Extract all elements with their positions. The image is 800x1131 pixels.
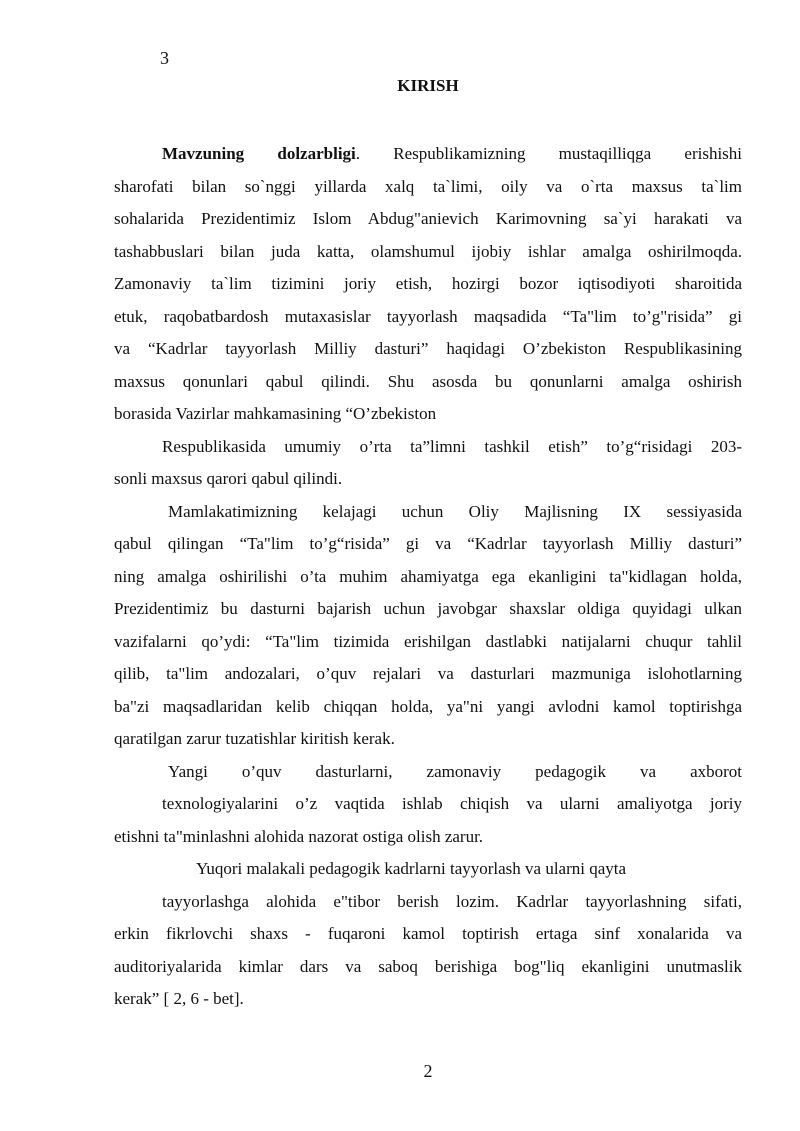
paragraph-line: erkin fikrlovchi shaxs - fuqaroni kamol toptirish ertaga sinf xonalarida va xyxy=(114,924,742,943)
paragraph-line: texnologiyalarini o’z vaqtida ishlab chiqish va ularni amaliyotga joriy xyxy=(162,794,742,813)
paragraph-line: Yangi o’quv dasturlarni, zamonaviy pedagogik va axborot xyxy=(168,761,742,781)
paragraph-line: qaratilgan zarur tuzatishlar kiritish kerak. xyxy=(114,729,395,748)
paragraph-line: qilib, ta"lim andozalari, o’quv rejalari va dasturlari mazmuniga islohotlarning xyxy=(114,664,742,683)
paragraph-line: sohalarida Prezidentimiz Islom Abdug"anievich Karimovning sa`yi harakati va xyxy=(114,209,742,228)
paragraph-line: Prezidentimiz bu dasturni bajarish uchun javobgar shaxslar oldiga quyidagi ulkan xyxy=(114,599,742,618)
paragraph-line: borasida Vazirlar mahkamasining “O’zbekiston xyxy=(114,404,437,423)
paragraph-line: Respublikasida umumiy o’rta ta”limni tashkil etish” to’g“risidagi 203- xyxy=(162,436,742,456)
paragraph-line: ning amalga oshirilishi o’ta muhim ahamiyatga ega ekanligini ta"kidlagan holda, xyxy=(114,566,742,586)
paragraph-line: Zamonaviy ta`lim tizimini joriy etish, hozirgi bozor iqtisodiyoti sharoitida xyxy=(114,274,742,293)
paragraph-line: Mamlakatimizning kelajagi uchun Oliy Majlisning IX sessiyasida xyxy=(168,501,742,521)
bottom-page-number: 2 xyxy=(423,1061,433,1081)
paragraph-line: ba"zi maqsadlaridan kelib chiqqan holda, ya"ni yangi avlodni kamol toptirishga xyxy=(114,696,742,716)
document-body xyxy=(114,138,742,1016)
paragraph-line: etuk, raqobatbardosh mutaxasislar tayyorlash maqsadida “Ta"lim to’g"risida” gi xyxy=(114,306,742,326)
section-heading: Mavzuning dolzarbligi xyxy=(162,144,356,163)
paragraph-line: kerak” [ 2, 6 - bet]. xyxy=(114,989,244,1008)
page-title: KIRISH xyxy=(397,76,459,95)
paragraph-line: Yuqori malakali pedagogik kadrlarni tayyorlash va ularni qayta xyxy=(196,859,627,878)
paragraph-line xyxy=(114,138,742,171)
paragraph-line: va “Kadrlar tayyorlash Milliy dasturi” haqidagi O’zbekiston Respublikasining xyxy=(114,339,742,358)
paragraph-text: . Respublikamizning mustaqilliqga erishishi xyxy=(355,144,742,163)
paragraph-line: sharofati bilan so`nggi yillarda xalq ta`limi, oily va o`rta maxsus ta`lim xyxy=(114,176,742,196)
paragraph-line: maxsus qonunlari qabul qilindi. Shu asosda bu qonunlarni amalga oshirish xyxy=(114,371,742,391)
paragraph-line: etishni ta"minlashni alohida nazorat ostiga olish zarur. xyxy=(114,826,484,846)
paragraph-line: tashabbuslari bilan juda katta, olamshumul ijobiy ishlar amalga oshirilmoqda. xyxy=(114,241,742,261)
paragraph-line: auditoriyalarida kimlar dars va saboq berishiga bog"liq ekanligini unutmaslik xyxy=(114,956,742,976)
top-page-number: 3 xyxy=(160,48,169,68)
paragraph-line: tayyorlashga alohida e"tibor berish lozim. Kadrlar tayyorlashning sifati, xyxy=(162,891,742,911)
paragraph-line: vazifalarni qo’ydi: “Ta"lim tizimida erishilgan dastlabki natijalarni chuqur tahlil xyxy=(114,631,742,651)
paragraph-line: qabul qilingan “Ta"lim to’g“risida” gi va “Kadrlar tayyorlash Milliy dasturi” xyxy=(114,534,742,553)
paragraph-line: sonli maxsus qarori qabul qilindi. xyxy=(114,469,343,488)
